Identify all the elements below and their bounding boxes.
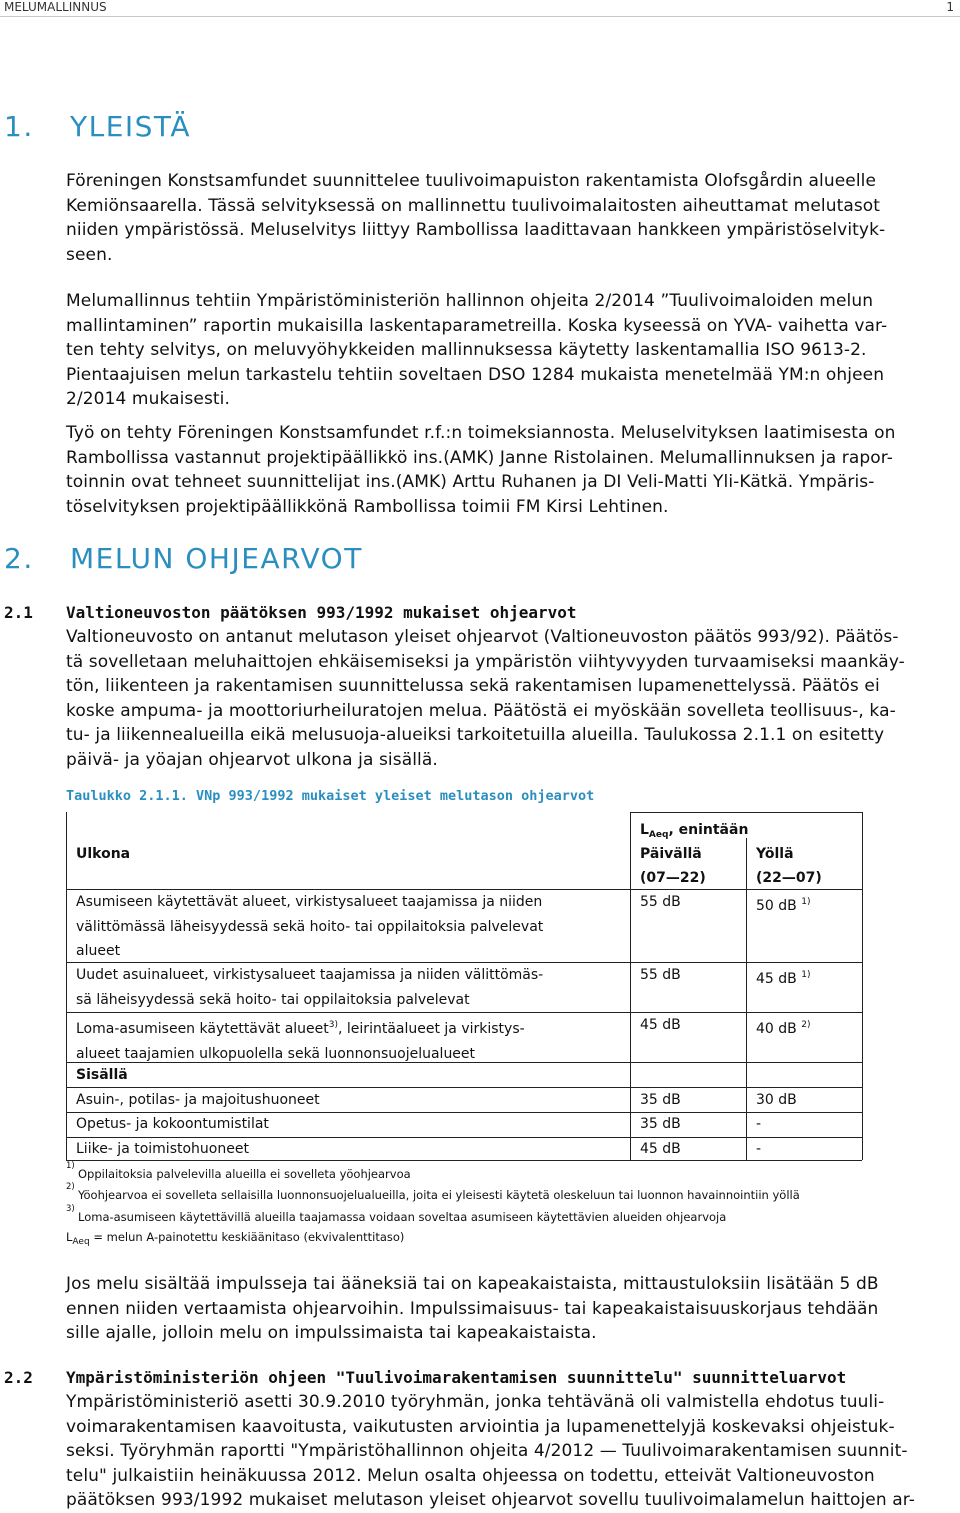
table-row-label: Asumiseen käytettävät alueet, virkistysalueet taajamissa ja niiden välittömässä läheisyydessä sekä hoito- tai oppilaitoksia palvelevat alueet [76, 894, 544, 959]
night-value: 50 dB $^{1)}$ [756, 897, 811, 914]
subsection-2-1-heading [4, 603, 577, 622]
text-line: tä sovelletaan meluhaittojen ehkäisemiseksi ja ympäristön viihtyvyyden turvaamiseksi maankäy- [66, 651, 905, 672]
night-value: - [756, 1116, 762, 1132]
column-header-day: Päivällä [640, 846, 702, 862]
table-row-label: Uudet asuinalueet, virkistysalueet taajamissa ja niiden välittömäs- sä läheisyydessä sekä hoito- tai oppilaitoksia palvelevat [76, 967, 544, 1008]
table-rule [66, 812, 67, 1160]
text-line: ten tehty selvitys, on meluvyöhykkeiden mallinnuksessa käytetty laskentamallia ISO 9613-2. [66, 340, 867, 361]
text-line: päätöksen 993/1992 mukaiset melutason yleiset ohjearvot sovellu tuulivoimalamelun haittojen ar- [66, 1490, 915, 1511]
paragraph [66, 625, 950, 773]
subsection-title: Ympäristöministeriön ohjeen "Tuulivoimarakentamisen suunnittelu" suunnitteluarvot [66, 1368, 847, 1387]
text-line: päivä- ja yöajan ohjearvot ulkona ja sisällä. [66, 749, 438, 770]
text-line: seksi. Työryhmän raportti "Ympäristöhallinnon ohjeita 4/2012 — Tuulivoimarakentamisen suunnit- [66, 1441, 908, 1462]
table-row-label: Loma-asumiseen käytettävät alueet$^{3)}$, leirintäalueet ja virkistys- alueet taajamien ulkopuolella sekä luonnonsuojelualueet [76, 1020, 525, 1062]
column-header-night-hours: (22—07) [756, 870, 822, 886]
text-line: mallintaminen” raportin mukaisilla laskentaparametreilla. Koska kyseessä on YVA- vaihetta var- [66, 315, 888, 336]
paragraph [66, 1272, 950, 1346]
text-line: Valtioneuvosto on antanut melutason yleiset ohjearvot (Valtioneuvoston päätös 993/92). Päätös- [66, 627, 899, 647]
day-value: 55 dB [640, 894, 681, 910]
text-line: ennen niiden vertaamista ohjearvoihin. Impulssimaisuus- tai kapeakaistaisuuskorjaus tehdään [66, 1298, 879, 1319]
section-2-heading [0, 542, 363, 575]
footnote-mark: 3) [66, 1204, 75, 1214]
table-row-label: Opetus- ja kokoontumistilat [76, 1116, 269, 1132]
header-divider [0, 16, 960, 17]
text-line: seen. [66, 244, 113, 265]
header-title: MELUMALLINNUS [4, 0, 107, 14]
paragraph [66, 169, 950, 267]
text-line: koske ampuma- ja moottoriurheiluratojen melua. Päätöstä ei myöskään sovelleta teollisuus-, ka- [66, 700, 896, 721]
day-value: 45 dB [640, 1017, 681, 1033]
table-caption: Taulukko 2.1.1. VNp 993/1992 mukaiset yleiset melutason ohjearvot [66, 788, 595, 804]
day-value: 35 dB [640, 1116, 681, 1132]
text-line: Työ on tehty Föreningen Konstsamfundet r.f.:n toimeksiannosta. Meluselvityksen laatimisesta on [66, 423, 896, 443]
table-rule [630, 812, 862, 813]
day-value: 45 dB [640, 1141, 681, 1157]
table-rule [746, 838, 747, 1160]
text-line: telu" julkaistiin heinäkuussa 2012. Melun osalta ohjeessa on todettu, etteivät Valtioneuvoston [66, 1465, 875, 1486]
footnote [66, 1204, 727, 1224]
column-header-day-hours: (07—22) [640, 870, 706, 886]
table-row-label: Asuin-, potilas- ja majoitushuoneet [76, 1092, 320, 1108]
text-line: niiden ympäristössä. Meluselvitys liittyy Rambollissa laadittavaan hankkeen ympäristöselvityk- [66, 220, 886, 241]
subsection-title: Valtioneuvoston päätöksen 993/1992 mukaiset ohjearvot [66, 603, 577, 622]
text-line: voimarakentamisen kaavoitusta, vaikutusten arviointia ja lupamenettelyjä koskevaksi ohjeistuk- [66, 1416, 895, 1437]
text-line: Jos melu sisältää impulsseja tai ääneksiä tai on kapeakaistaista, mittaustuloksiin lisätään 5 dB [66, 1274, 879, 1294]
text-line: tön, liikenteen ja rakentamisen suunnittelussa sekä rakentamisen lupamenettelyssä. Päätös ei [66, 676, 880, 697]
day-value: 35 dB [640, 1092, 681, 1108]
text-line: töselvityksen projektipäällikkönä Rambollissa toimii FM Kirsi Lehtinen. [66, 496, 669, 517]
night-value: 30 dB [756, 1092, 797, 1108]
section-number: 2. [4, 542, 34, 575]
subsection-number: 2.2 [4, 1368, 33, 1387]
footnote-text: Oppilaitoksia palvelevilla alueilla ei sovelleta yöohjearvoa [78, 1167, 411, 1181]
footnote-mark: 1) [66, 1161, 75, 1171]
night-value: 45 dB $^{1)}$ [756, 970, 811, 987]
text-line: Melumallinnus tehtiin Ympäristöministeriön hallinnon ohjeita 2/2014 ”Tuulivoimaloiden melun [66, 291, 874, 311]
section-label-sisalla: Sisällä [76, 1067, 128, 1083]
text-line: 2/2014 mukaisesti. [66, 389, 230, 410]
paragraph [66, 1390, 950, 1513]
table-rule [862, 812, 863, 1160]
text-line: Kemiönsaarella. Tässä selvityksessä on mallinnettu tuulivoimalaitosten aiheuttamat melutasot [66, 195, 881, 216]
footnote-text: Loma-asumiseen käytettävillä alueilla taajamassa voidaan soveltaa asumiseen käytettävien alueiden ohjearvoja [78, 1210, 727, 1224]
text-line: Föreningen Konstsamfundet suunnittelee tuulivoimapuiston rakentamista Olofsgårdin alueelle [66, 171, 877, 191]
day-value: 55 dB [640, 967, 681, 983]
text-line: Ympäristöministeriö asetti 30.9.2010 työryhmän, jonka tehtävänä oli valmistella ehdotus tuuli- [66, 1392, 885, 1412]
page-header [0, 0, 960, 14]
text-line: Rambollissa vastannut projektipäällikkö ins.(AMK) Janne Ristolainen. Melumallinnuksen ja rapor- [66, 447, 893, 468]
section-title: MELUN OHJEARVOT [70, 542, 363, 575]
text-line: toinnin ovat tehneet suunnittelijat ins.(AMK) Arttu Ruhanen ja DI Veli-Matti Yli-Kätkä. Ympäris- [66, 472, 875, 493]
laeq-definition: $L_{Aeq}$ = melun A-painotettu keskiäänitaso (ekvivalenttitaso) [66, 1230, 405, 1247]
text-line: tu- ja liikennealueilla eikä melusuoja-alueiksi tarkoitetuilla alueilla. Taulukossa 2.1.1 on esitetty [66, 725, 885, 746]
paragraph [66, 421, 950, 519]
night-value: 40 dB $^{2)}$ [756, 1020, 811, 1037]
subsection-2-2-heading [4, 1368, 846, 1387]
table-row-label: Liike- ja toimistohuoneet [76, 1141, 249, 1157]
column-header-ulkona: Ulkona [76, 846, 131, 862]
section-number: 1. [4, 110, 34, 143]
table-rule [630, 812, 631, 1160]
footnote-mark: 2) [66, 1182, 75, 1192]
text-line: sille ajalle, jolloin melu on impulssimaista tai kapeakaistaista. [66, 1323, 597, 1344]
footnote-text: Yöohjearvoa ei sovelleta sellaisilla luonnonsuojelualueilla, joita ei yleisesti käytetä oleskeluun tai luonnon havainnointiin yöllä [78, 1188, 800, 1202]
footnote [66, 1161, 411, 1181]
night-value: - [756, 1141, 762, 1157]
text-line: Pientaajuisen melun tarkastelu tehtiin soveltaen DSO 1284 mukaista menetelmää YM:n ohjeen [66, 364, 885, 385]
page-number: 1 [946, 0, 954, 14]
footnote [66, 1182, 800, 1202]
column-header-night: Yöllä [756, 846, 794, 862]
laeq-header: $L_{Aeq}$, enintään [640, 822, 749, 840]
section-1-heading [0, 110, 191, 143]
paragraph [66, 289, 950, 412]
subsection-number: 2.1 [4, 603, 33, 622]
section-title: YLEISTÄ [70, 110, 192, 143]
